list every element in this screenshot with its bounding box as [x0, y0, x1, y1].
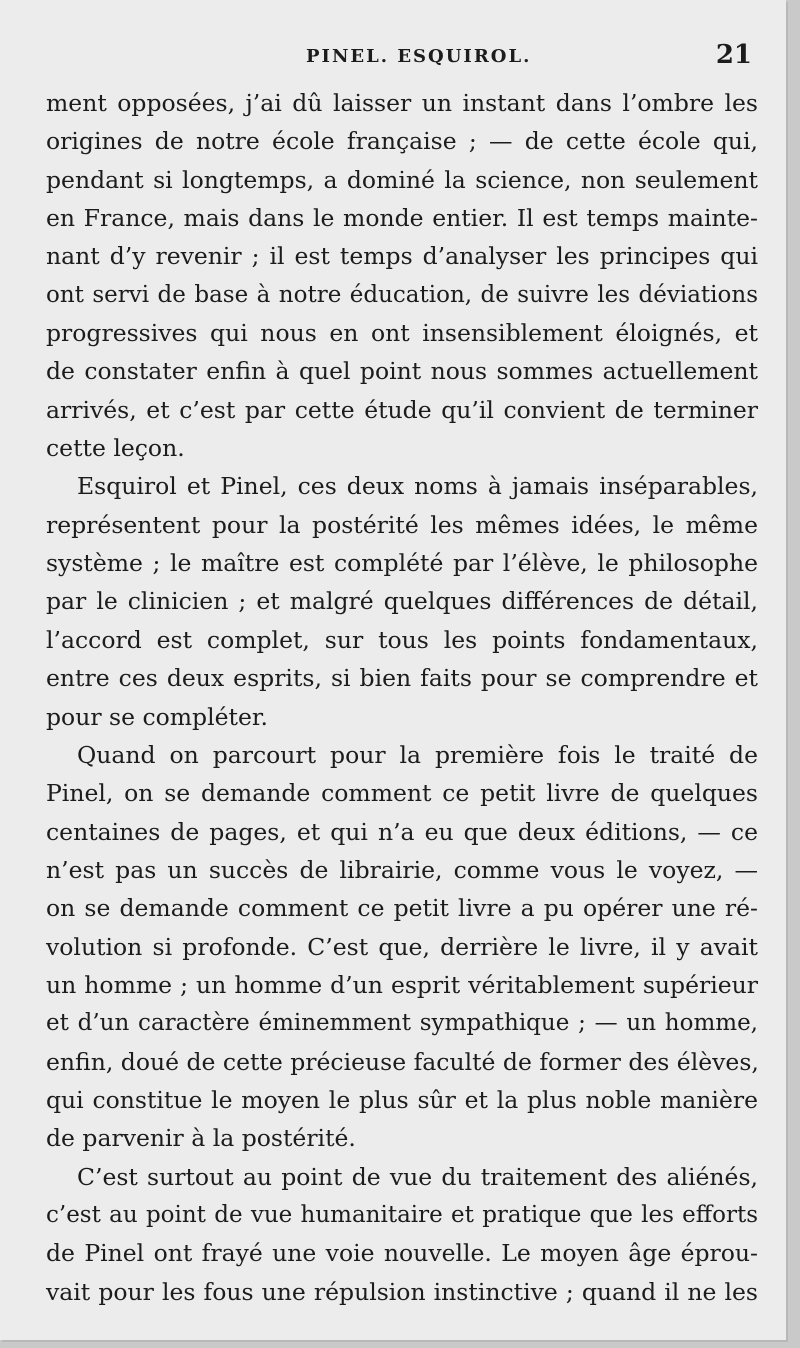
- text-line: on se demande comment ce petit livre a pu opérer une ré-: [46, 894, 758, 923]
- paragraph: [46, 467, 758, 735]
- text-line: pendant si longtemps, a dominé la science, non seulement: [46, 165, 758, 194]
- text-line: un homme ; un homme d’un esprit véritablement supérieur: [46, 970, 758, 999]
- text-line: par le clinicien ; et malgré quelques différences de détail,: [46, 587, 758, 616]
- text-line: ont servi de base à notre éducation, de suivre les déviations: [46, 281, 758, 308]
- page-header: [0, 40, 786, 76]
- text-line: enfin, doué de cette précieuse faculté de former des élèves,: [46, 1047, 759, 1076]
- text-line: ment opposées, j’ai dû laisser un instant dans l’ombre les: [46, 89, 758, 117]
- text-line: représentent pour la postérité les mêmes idées, le même: [46, 510, 758, 539]
- text-line: arrivés, et c’est par cette étude qu’il convient de terminer: [46, 395, 758, 424]
- text-line: de parvenir à la postérité.: [46, 1124, 356, 1153]
- text-line: progressives qui nous en ont insensiblement éloignés, et: [46, 319, 758, 348]
- text-line: entre ces deux esprits, si bien faits pour se comprendre et: [46, 664, 758, 693]
- text-line: Quand on parcourt pour la première fois le traité de: [77, 740, 758, 769]
- paragraph: [46, 84, 758, 467]
- running-title: PINEL. ESQUIROL.: [306, 46, 532, 67]
- text-line: Esquirol et Pinel, ces deux noms à jamais inséparables,: [77, 472, 758, 501]
- paragraph: [46, 736, 758, 1158]
- text-line: volution si profonde. C’est que, derrière le livre, il y avait: [46, 932, 758, 961]
- text-line: de constater enfin à quel point nous sommes actuellement: [46, 357, 758, 386]
- text-line: de Pinel ont frayé une voie nouvelle. Le moyen âge éprou-: [46, 1239, 758, 1268]
- text-line: Pinel, on se demande comment ce petit livre de quelques: [46, 779, 758, 808]
- paragraph: [46, 1158, 758, 1311]
- text-line: et d’un caractère éminemment sympathique ; — un homme,: [46, 1010, 758, 1037]
- page-body: [46, 84, 758, 1311]
- text-line: C’est surtout au point de vue du traitement des aliénés,: [77, 1162, 758, 1191]
- text-line: c’est au point de vue humanitaire et pratique que les efforts: [46, 1201, 758, 1228]
- text-line: système ; le maître est complété par l’élève, le philosophe: [46, 549, 758, 578]
- text-line: pour se compléter.: [46, 702, 268, 731]
- text-line: centaines de pages, et qui n’a eu que deux éditions, — ce: [46, 817, 758, 846]
- text-line: cette leçon.: [46, 434, 185, 463]
- text-line: qui constitue le moyen le plus sûr et la plus noble manière: [46, 1085, 758, 1114]
- text-line: origines de notre école française ; — de cette école qui,: [46, 127, 758, 156]
- text-line: l’accord est complet, sur tous les points fondamentaux,: [46, 625, 758, 654]
- text-line: n’est pas un succès de librairie, comme vous le voyez, —: [46, 855, 758, 884]
- page-number: 21: [715, 40, 752, 70]
- text-line: vait pour les fous une répulsion instinctive ; quand il ne les: [46, 1277, 758, 1306]
- text-line: nant d’y revenir ; il est temps d’analyser les principes qui: [46, 242, 758, 271]
- text-line: en France, mais dans le monde entier. Il est temps mainte-: [46, 204, 758, 233]
